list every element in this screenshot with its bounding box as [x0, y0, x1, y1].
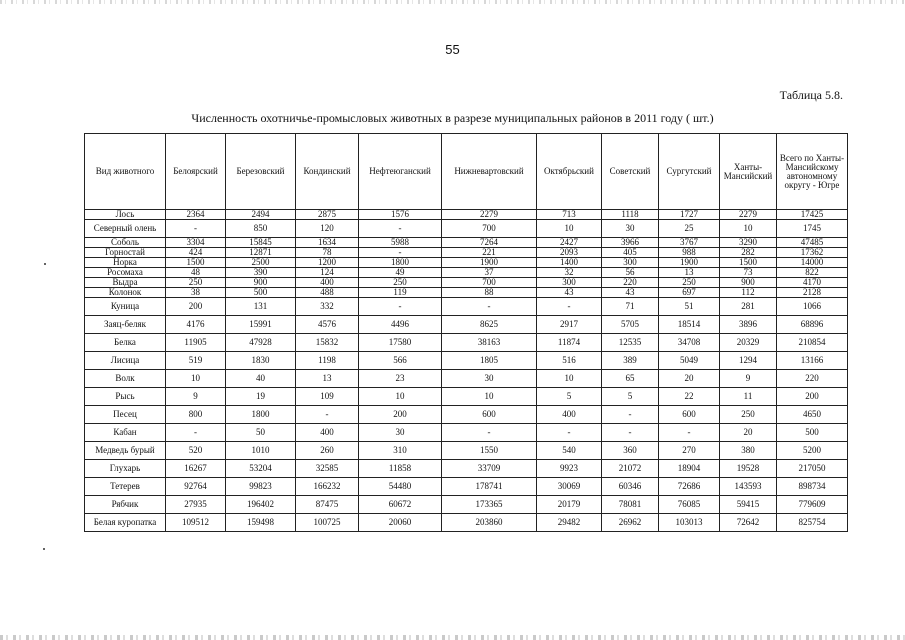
count-cell: 2494: [226, 210, 296, 220]
count-cell: 500: [777, 424, 848, 442]
count-cell: -: [166, 220, 226, 238]
count-cell: -: [359, 298, 442, 316]
count-cell: 12871: [226, 248, 296, 258]
count-cell: 7264: [442, 238, 537, 248]
animal-name-cell: Волк: [85, 370, 166, 388]
animal-name-cell: Северный олень: [85, 220, 166, 238]
count-cell: 3896: [720, 316, 777, 334]
count-cell: 10: [537, 370, 602, 388]
count-cell: 5: [537, 388, 602, 406]
count-cell: 19528: [720, 460, 777, 478]
count-cell: 11905: [166, 334, 226, 352]
count-cell: 30: [359, 424, 442, 442]
count-cell: 300: [537, 278, 602, 288]
table-row: [85, 352, 848, 370]
count-cell: 3966: [602, 238, 659, 248]
table-row: [85, 442, 848, 460]
count-cell: 5049: [659, 352, 720, 370]
count-cell: 1118: [602, 210, 659, 220]
count-cell: 9923: [537, 460, 602, 478]
count-cell: 1010: [226, 442, 296, 460]
count-cell: 166232: [296, 478, 359, 496]
table-row: [85, 478, 848, 496]
count-cell: 9: [720, 370, 777, 388]
count-cell: 405: [602, 248, 659, 258]
count-cell: 822: [777, 268, 848, 278]
count-cell: -: [602, 406, 659, 424]
count-cell: 310: [359, 442, 442, 460]
count-cell: 488: [296, 288, 359, 298]
count-cell: 697: [659, 288, 720, 298]
column-header: Вид животного: [85, 134, 166, 210]
count-cell: 11874: [537, 334, 602, 352]
count-cell: 332: [296, 298, 359, 316]
count-cell: -: [442, 424, 537, 442]
count-cell: 700: [442, 278, 537, 288]
count-cell: 30: [602, 220, 659, 238]
scan-edge-top: [0, 0, 905, 4]
count-cell: 1727: [659, 210, 720, 220]
count-cell: 281: [720, 298, 777, 316]
count-cell: 33709: [442, 460, 537, 478]
count-cell: 2279: [442, 210, 537, 220]
count-cell: 520: [166, 442, 226, 460]
count-cell: 54480: [359, 478, 442, 496]
count-cell: 49: [359, 268, 442, 278]
count-cell: 11: [720, 388, 777, 406]
count-cell: 71: [602, 298, 659, 316]
count-cell: 1900: [659, 258, 720, 268]
animal-name-cell: Белка: [85, 334, 166, 352]
count-cell: 400: [537, 406, 602, 424]
table-row: [85, 210, 848, 220]
count-cell: 250: [359, 278, 442, 288]
count-cell: 1200: [296, 258, 359, 268]
count-cell: 5200: [777, 442, 848, 460]
count-cell: 51: [659, 298, 720, 316]
scan-speck: [44, 263, 46, 265]
count-cell: 1800: [359, 258, 442, 268]
column-header: Белоярский: [166, 134, 226, 210]
count-cell: 4576: [296, 316, 359, 334]
count-cell: 519: [166, 352, 226, 370]
count-cell: 23: [359, 370, 442, 388]
count-cell: -: [166, 424, 226, 442]
count-cell: 380: [720, 442, 777, 460]
count-cell: 360: [602, 442, 659, 460]
count-cell: 700: [442, 220, 537, 238]
count-cell: 1634: [296, 238, 359, 248]
count-cell: 850: [226, 220, 296, 238]
count-cell: 25: [659, 220, 720, 238]
count-cell: 203860: [442, 514, 537, 532]
column-header: Нефтеюганский: [359, 134, 442, 210]
table-row: [85, 238, 848, 248]
count-cell: 9: [166, 388, 226, 406]
column-header: Октябрьский: [537, 134, 602, 210]
count-cell: 898734: [777, 478, 848, 496]
count-cell: 43: [537, 288, 602, 298]
count-cell: 124: [296, 268, 359, 278]
count-cell: 8625: [442, 316, 537, 334]
count-cell: 4170: [777, 278, 848, 288]
count-cell: 20329: [720, 334, 777, 352]
count-cell: 424: [166, 248, 226, 258]
animal-name-cell: Кабан: [85, 424, 166, 442]
count-cell: 18514: [659, 316, 720, 334]
count-cell: 600: [442, 406, 537, 424]
count-cell: 4650: [777, 406, 848, 424]
count-cell: 250: [720, 406, 777, 424]
table-header-row: [85, 134, 848, 210]
count-cell: 389: [602, 352, 659, 370]
table-row: [85, 278, 848, 288]
count-cell: 221: [442, 248, 537, 258]
count-cell: 16267: [166, 460, 226, 478]
count-cell: 1198: [296, 352, 359, 370]
count-cell: 220: [602, 278, 659, 288]
table-row: [85, 406, 848, 424]
scan-edge-bottom: [0, 635, 905, 640]
count-cell: 72642: [720, 514, 777, 532]
count-cell: -: [359, 220, 442, 238]
count-cell: 5: [602, 388, 659, 406]
page-number: 55: [445, 42, 460, 57]
count-cell: 59415: [720, 496, 777, 514]
table-row: [85, 298, 848, 316]
table-row: [85, 258, 848, 268]
count-cell: 3767: [659, 238, 720, 248]
table-row: [85, 288, 848, 298]
count-cell: 37: [442, 268, 537, 278]
count-cell: 220: [777, 370, 848, 388]
count-cell: 13: [296, 370, 359, 388]
count-cell: 50: [226, 424, 296, 442]
count-cell: 260: [296, 442, 359, 460]
count-cell: 99823: [226, 478, 296, 496]
table-row: [85, 370, 848, 388]
count-cell: 900: [226, 278, 296, 288]
count-cell: 47928: [226, 334, 296, 352]
count-cell: 400: [296, 424, 359, 442]
count-cell: 120: [296, 220, 359, 238]
animal-name-cell: Белая куропатка: [85, 514, 166, 532]
count-cell: 4496: [359, 316, 442, 334]
count-cell: 47485: [777, 238, 848, 248]
count-cell: 13: [659, 268, 720, 278]
animals-table: [84, 133, 848, 532]
count-cell: 76085: [659, 496, 720, 514]
column-header: Березовский: [226, 134, 296, 210]
count-cell: 20: [659, 370, 720, 388]
count-cell: 1500: [166, 258, 226, 268]
count-cell: 173365: [442, 496, 537, 514]
count-cell: 11858: [359, 460, 442, 478]
table-row: [85, 268, 848, 278]
count-cell: 1745: [777, 220, 848, 238]
count-cell: 1066: [777, 298, 848, 316]
count-cell: 270: [659, 442, 720, 460]
count-cell: 73: [720, 268, 777, 278]
count-cell: 53204: [226, 460, 296, 478]
count-cell: 1805: [442, 352, 537, 370]
count-cell: 88: [442, 288, 537, 298]
count-cell: 65: [602, 370, 659, 388]
count-cell: 17362: [777, 248, 848, 258]
count-cell: 17580: [359, 334, 442, 352]
count-cell: 2364: [166, 210, 226, 220]
animal-name-cell: Выдра: [85, 278, 166, 288]
count-cell: 250: [659, 278, 720, 288]
count-cell: 825754: [777, 514, 848, 532]
count-cell: 10: [442, 388, 537, 406]
animal-name-cell: Лось: [85, 210, 166, 220]
animal-name-cell: Лисица: [85, 352, 166, 370]
count-cell: 200: [166, 298, 226, 316]
count-cell: 390: [226, 268, 296, 278]
count-cell: 900: [720, 278, 777, 288]
count-cell: 178741: [442, 478, 537, 496]
count-cell: 100725: [296, 514, 359, 532]
count-cell: 200: [359, 406, 442, 424]
column-header: Сургутский: [659, 134, 720, 210]
count-cell: 988: [659, 248, 720, 258]
count-cell: 200: [777, 388, 848, 406]
count-cell: 26962: [602, 514, 659, 532]
table-row: [85, 514, 848, 532]
count-cell: 27935: [166, 496, 226, 514]
count-cell: 800: [166, 406, 226, 424]
count-cell: 159498: [226, 514, 296, 532]
count-cell: 38163: [442, 334, 537, 352]
count-cell: 1576: [359, 210, 442, 220]
scan-speck: [43, 548, 45, 550]
count-cell: -: [537, 298, 602, 316]
count-cell: 19: [226, 388, 296, 406]
count-cell: 2093: [537, 248, 602, 258]
count-cell: 3304: [166, 238, 226, 248]
table-row: [85, 496, 848, 514]
table-row: [85, 316, 848, 334]
count-cell: 1294: [720, 352, 777, 370]
count-cell: 1550: [442, 442, 537, 460]
table-title: Численность охотничье-промысловых животных в разрезе муниципальных районов в 2011 году ( шт.): [191, 111, 714, 125]
count-cell: 34708: [659, 334, 720, 352]
count-cell: 2427: [537, 238, 602, 248]
count-cell: 109: [296, 388, 359, 406]
count-cell: 87475: [296, 496, 359, 514]
count-cell: 40: [226, 370, 296, 388]
count-cell: -: [602, 424, 659, 442]
count-cell: 17425: [777, 210, 848, 220]
table-label: Таблица 5.8.: [779, 88, 843, 102]
table-row: [85, 424, 848, 442]
count-cell: 131: [226, 298, 296, 316]
count-cell: 250: [166, 278, 226, 288]
count-cell: 1500: [720, 258, 777, 268]
count-cell: 10: [166, 370, 226, 388]
count-cell: 10: [537, 220, 602, 238]
count-cell: 32: [537, 268, 602, 278]
animal-name-cell: Росомаха: [85, 268, 166, 278]
table-row: [85, 220, 848, 238]
count-cell: 112: [720, 288, 777, 298]
count-cell: 2875: [296, 210, 359, 220]
count-cell: 92764: [166, 478, 226, 496]
count-cell: 21072: [602, 460, 659, 478]
column-header: Кондинский: [296, 134, 359, 210]
count-cell: 103013: [659, 514, 720, 532]
count-cell: 32585: [296, 460, 359, 478]
table-row: [85, 248, 848, 258]
count-cell: 5705: [602, 316, 659, 334]
column-header: Ханты-Мансийский: [720, 134, 777, 210]
count-cell: 1900: [442, 258, 537, 268]
count-cell: 500: [226, 288, 296, 298]
count-cell: 566: [359, 352, 442, 370]
count-cell: -: [537, 424, 602, 442]
count-cell: 60672: [359, 496, 442, 514]
count-cell: -: [659, 424, 720, 442]
count-cell: 109512: [166, 514, 226, 532]
table-row: [85, 460, 848, 478]
count-cell: 1400: [537, 258, 602, 268]
count-cell: 12535: [602, 334, 659, 352]
count-cell: 210854: [777, 334, 848, 352]
animal-name-cell: Рысь: [85, 388, 166, 406]
count-cell: 119: [359, 288, 442, 298]
count-cell: 72686: [659, 478, 720, 496]
count-cell: 3290: [720, 238, 777, 248]
count-cell: 15991: [226, 316, 296, 334]
count-cell: 300: [602, 258, 659, 268]
count-cell: 60346: [602, 478, 659, 496]
count-cell: 516: [537, 352, 602, 370]
animal-name-cell: Песец: [85, 406, 166, 424]
count-cell: 20060: [359, 514, 442, 532]
count-cell: 18904: [659, 460, 720, 478]
count-cell: 600: [659, 406, 720, 424]
count-cell: 22: [659, 388, 720, 406]
column-header: Нижневартовский: [442, 134, 537, 210]
count-cell: 2279: [720, 210, 777, 220]
count-cell: 13166: [777, 352, 848, 370]
animal-name-cell: Глухарь: [85, 460, 166, 478]
count-cell: 38: [166, 288, 226, 298]
count-cell: 1800: [226, 406, 296, 424]
count-cell: 56: [602, 268, 659, 278]
table-row: [85, 388, 848, 406]
animal-name-cell: Заяц-беляк: [85, 316, 166, 334]
count-cell: -: [359, 248, 442, 258]
count-cell: 20: [720, 424, 777, 442]
count-cell: 282: [720, 248, 777, 258]
count-cell: 217050: [777, 460, 848, 478]
count-cell: 779609: [777, 496, 848, 514]
count-cell: 2128: [777, 288, 848, 298]
animal-name-cell: Рябчик: [85, 496, 166, 514]
count-cell: 5988: [359, 238, 442, 248]
count-cell: 78081: [602, 496, 659, 514]
animal-name-cell: Соболь: [85, 238, 166, 248]
count-cell: 540: [537, 442, 602, 460]
count-cell: 4176: [166, 316, 226, 334]
count-cell: 29482: [537, 514, 602, 532]
column-header: Всего по Ханты-Мансийскому автономному округу - Югре: [777, 134, 848, 210]
animal-name-cell: Колонок: [85, 288, 166, 298]
count-cell: 15832: [296, 334, 359, 352]
count-cell: 2500: [226, 258, 296, 268]
count-cell: 143593: [720, 478, 777, 496]
table-row: [85, 334, 848, 352]
count-cell: 78: [296, 248, 359, 258]
count-cell: 10: [720, 220, 777, 238]
animal-name-cell: Куница: [85, 298, 166, 316]
count-cell: 30: [442, 370, 537, 388]
count-cell: 30069: [537, 478, 602, 496]
count-cell: -: [296, 406, 359, 424]
animal-name-cell: Норка: [85, 258, 166, 268]
count-cell: 48: [166, 268, 226, 278]
count-cell: -: [442, 298, 537, 316]
count-cell: 20179: [537, 496, 602, 514]
count-cell: 713: [537, 210, 602, 220]
animal-name-cell: Горностай: [85, 248, 166, 258]
column-header: Советский: [602, 134, 659, 210]
animal-name-cell: Медведь бурый: [85, 442, 166, 460]
count-cell: 1830: [226, 352, 296, 370]
animal-name-cell: Тетерев: [85, 478, 166, 496]
count-cell: 196402: [226, 496, 296, 514]
count-cell: 2917: [537, 316, 602, 334]
count-cell: 15845: [226, 238, 296, 248]
count-cell: 14000: [777, 258, 848, 268]
count-cell: 400: [296, 278, 359, 288]
count-cell: 10: [359, 388, 442, 406]
count-cell: 68896: [777, 316, 848, 334]
count-cell: 43: [602, 288, 659, 298]
